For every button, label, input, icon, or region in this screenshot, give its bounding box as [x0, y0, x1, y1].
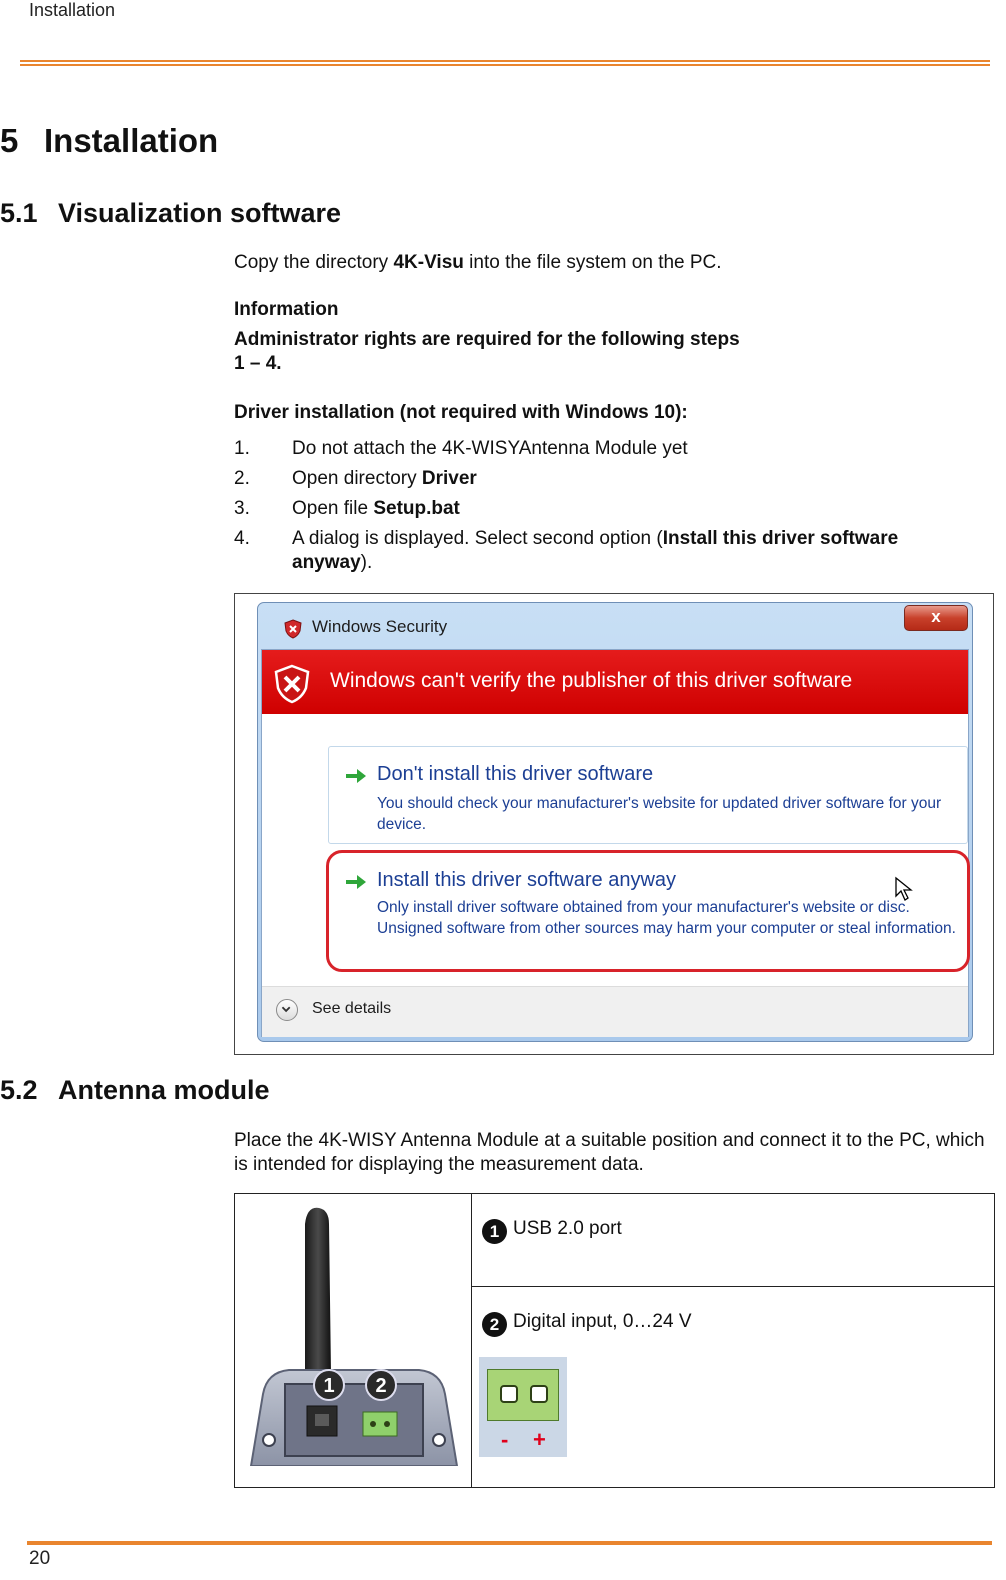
antenna-paragraph: Place the 4K-WISY Antenna Module at a suitable position and connect it to the PC, which is intended for displaying the measurement data. — [234, 1130, 985, 1175]
header-rule — [20, 60, 990, 70]
usb-port-row — [482, 1218, 622, 1244]
dont-install-option[interactable] — [328, 746, 968, 844]
warning-text: Windows can't verify the publisher of this driver software — [330, 669, 853, 692]
table-divider — [472, 1286, 994, 1287]
intro-paragraph — [234, 251, 722, 275]
footer-rule — [27, 1541, 992, 1545]
step-4 — [234, 527, 974, 577]
digital-input-row — [482, 1311, 692, 1337]
mounting-hole — [433, 1434, 445, 1446]
step-text: Open directory Driver — [292, 468, 477, 489]
install-anyway-option[interactable] — [326, 850, 970, 972]
chapter-number: 5 — [0, 122, 19, 159]
step-text: A dialog is displayed. Select second option (Install this driver software anyway). — [292, 528, 899, 573]
option-description: You should check your manufacturer's website for updated driver software for your device. — [377, 795, 942, 833]
intro-text-end: into the file system on the PC. — [463, 252, 722, 273]
module-table — [234, 1193, 995, 1488]
section-title: Antenna module — [58, 1075, 270, 1105]
intro-text: Copy the directory — [234, 252, 394, 273]
terminal-screw — [370, 1421, 376, 1427]
section-number: 5.1 — [0, 198, 38, 228]
option-title: Install this driver software anyway — [377, 869, 677, 891]
terminal-block-image — [479, 1357, 567, 1457]
module-front-panel — [285, 1384, 423, 1456]
intro-directory: 4K-Visu — [393, 252, 464, 273]
shield-icon — [284, 619, 302, 639]
info-line-1: Administrator rights are required for the following steps — [234, 329, 740, 350]
terminal-block — [363, 1412, 397, 1436]
section-heading-5-2 — [0, 1075, 270, 1106]
step-text: Open file Setup.bat — [292, 498, 460, 519]
windows-security-dialog — [257, 602, 973, 1042]
section-heading-5-1 — [0, 198, 341, 229]
terminal-screw — [500, 1385, 518, 1403]
terminal-connector — [487, 1369, 559, 1421]
terminal-minus-sign: - — [501, 1427, 509, 1452]
option-title: Don't install this driver software — [377, 763, 654, 785]
section-number: 5.2 — [0, 1075, 38, 1105]
step-number: 1. — [234, 438, 250, 459]
warning-shield-icon — [274, 664, 310, 704]
step-text: Do not attach the 4K-WISYAntenna Module yet — [292, 438, 688, 459]
terminal-screw — [530, 1385, 548, 1403]
see-details-link[interactable]: See details — [312, 1000, 392, 1017]
mounting-hole — [263, 1434, 275, 1446]
chapter-heading — [0, 122, 218, 160]
chevron-down-icon — [277, 1000, 297, 1020]
mouse-cursor-icon — [894, 876, 914, 902]
expand-details-button[interactable] — [276, 999, 298, 1021]
marker-2-label: 2 — [375, 1375, 387, 1397]
dialog-body — [261, 649, 969, 1037]
step-number: 2. — [234, 468, 250, 489]
usb-port-label: USB 2.0 port — [513, 1218, 622, 1239]
running-header: Installation — [29, 0, 116, 20]
step-number: 3. — [234, 498, 250, 519]
warning-banner — [262, 650, 968, 714]
marker-1-icon: 1 — [482, 1219, 507, 1244]
terminal-screw — [384, 1421, 390, 1427]
antenna-rod — [305, 1208, 331, 1374]
terminal-plus-sign: + — [533, 1427, 546, 1452]
marker-1-label: 1 — [323, 1375, 335, 1397]
marker-2-icon: 2 — [482, 1312, 507, 1337]
digital-input-label: Digital input, 0…24 V — [513, 1311, 692, 1332]
dialog-title: Windows Security — [312, 617, 448, 636]
page-number: 20 — [29, 1548, 51, 1569]
usb-port-inner — [315, 1414, 329, 1426]
green-arrow-icon — [345, 767, 367, 785]
details-footer — [262, 986, 968, 1037]
section-title: Visualization software — [58, 198, 342, 228]
chapter-title: Installation — [44, 122, 219, 159]
driver-heading: Driver installation (not required with Windows 10): — [234, 402, 688, 423]
table-divider — [471, 1194, 472, 1487]
step-number: 4. — [234, 528, 250, 549]
dialog-screenshot — [234, 593, 994, 1055]
info-label: Information — [234, 299, 339, 320]
green-arrow-icon — [345, 873, 367, 891]
info-line-2: 1 – 4. — [234, 353, 282, 374]
option-description: Only install driver software obtained from your manufacturer's website or disc. Unsigned software from other sources may harm your computer or steal information. — [377, 899, 956, 937]
antenna-module-image — [249, 1204, 459, 1466]
close-button[interactable]: x — [904, 605, 968, 631]
